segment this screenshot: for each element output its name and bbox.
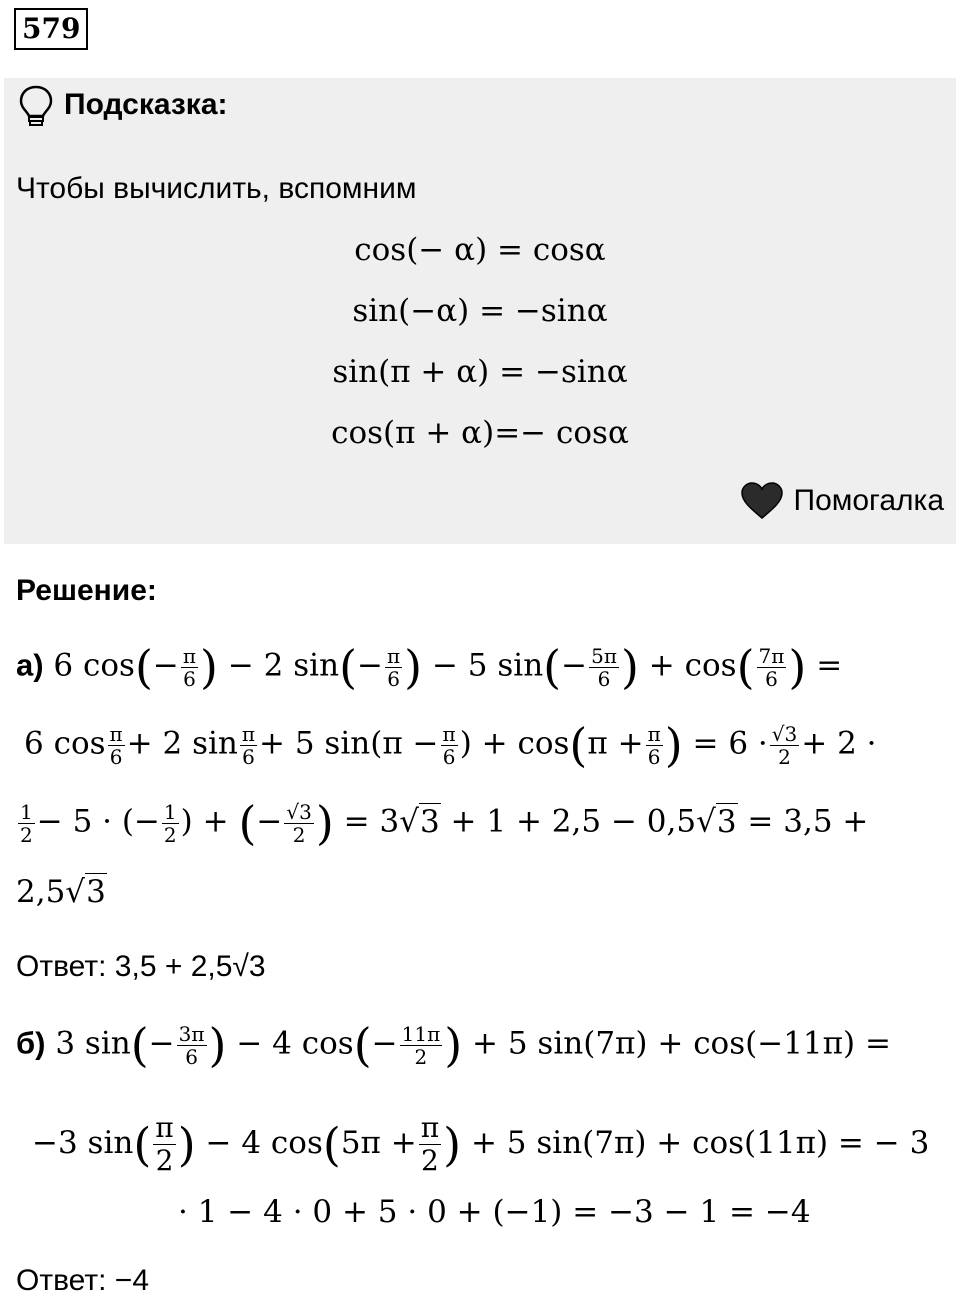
answer-b — [16, 1264, 149, 1298]
solution-title: Решение: — [16, 574, 157, 607]
answer-a — [16, 950, 266, 984]
part-a-label: а) — [16, 647, 44, 683]
part-b-label: б) — [16, 1025, 46, 1061]
answer-a-label: Ответ: — [16, 950, 107, 983]
part-a-line-4: 2,5√3 — [16, 874, 106, 910]
heart-icon — [740, 482, 784, 520]
part-b-line-2: −3 sin( $\frac{\pi}{2}$ ) − 4 cos(5π + $\frac{\pi}{2}$ ) + 5 sin(7π) + cos(11π) = − 3 — [32, 1111, 930, 1177]
helper-label: Помогалка — [793, 484, 944, 517]
answer-a-value: 3,5 + 2,5√3 — [114, 950, 266, 983]
part-a-line-2: 6 cos $\frac{\pi}{6}$ + 2 sin $\frac{\pi}{6}$ + 5 sin(π − $\frac{\pi}{6}$ ) + cos(π + $\frac{\pi}{6}$ ) = 6 · $\frac{√3}{2}$ + 2 · — [24, 718, 877, 772]
formula-sin-pi: sin(π + α) = −sinα — [332, 354, 628, 390]
answer-b-label: Ответ: — [16, 1264, 107, 1297]
lightbulb-icon — [18, 84, 54, 128]
problem-number: 579 — [14, 8, 88, 50]
part-b-line-1: б) 3 sin(− $\frac{3\pi}{6}$ ) − 4 cos(− $\frac{11\pi}{2}$ ) + 5 sin(7π) + cos(−11π) = — [16, 1018, 891, 1072]
hint-panel — [4, 78, 956, 544]
hint-title: Подсказка: — [64, 88, 228, 121]
part-b-line-3: · 1 − 4 · 0 + 5 · 0 + (−1) = −3 − 1 = −4 — [178, 1194, 811, 1230]
answer-b-value: −4 — [114, 1264, 150, 1297]
part-a-line-1: а) 6 cos(− $\frac{\pi}{6}$ ) − 2 sin(− $\frac{\pi}{6}$ ) − 5 sin(− $\frac{5\pi}{6}$ ) + cos( $\frac{7\pi}{6}$ ) = — [16, 640, 843, 694]
formula-cos-neg: cos(− α) = cosα — [354, 232, 606, 268]
formula-cos-pi: cos(π + α)=− cosα — [331, 415, 629, 451]
part-a-line-3: $\frac{1}{2}$ − 5 · (− $\frac{1}{2}$ ) + (− $\frac{√3}{2}$ ) = 3√3 + 1 + 2,5 − 0,5√3 = 3,5 + — [20, 796, 869, 850]
formula-sin-neg: sin(−α) = −sinα — [352, 293, 608, 329]
hint-intro: Чтобы вычислить, вспомним — [16, 172, 417, 205]
helper-link[interactable] — [740, 482, 945, 520]
